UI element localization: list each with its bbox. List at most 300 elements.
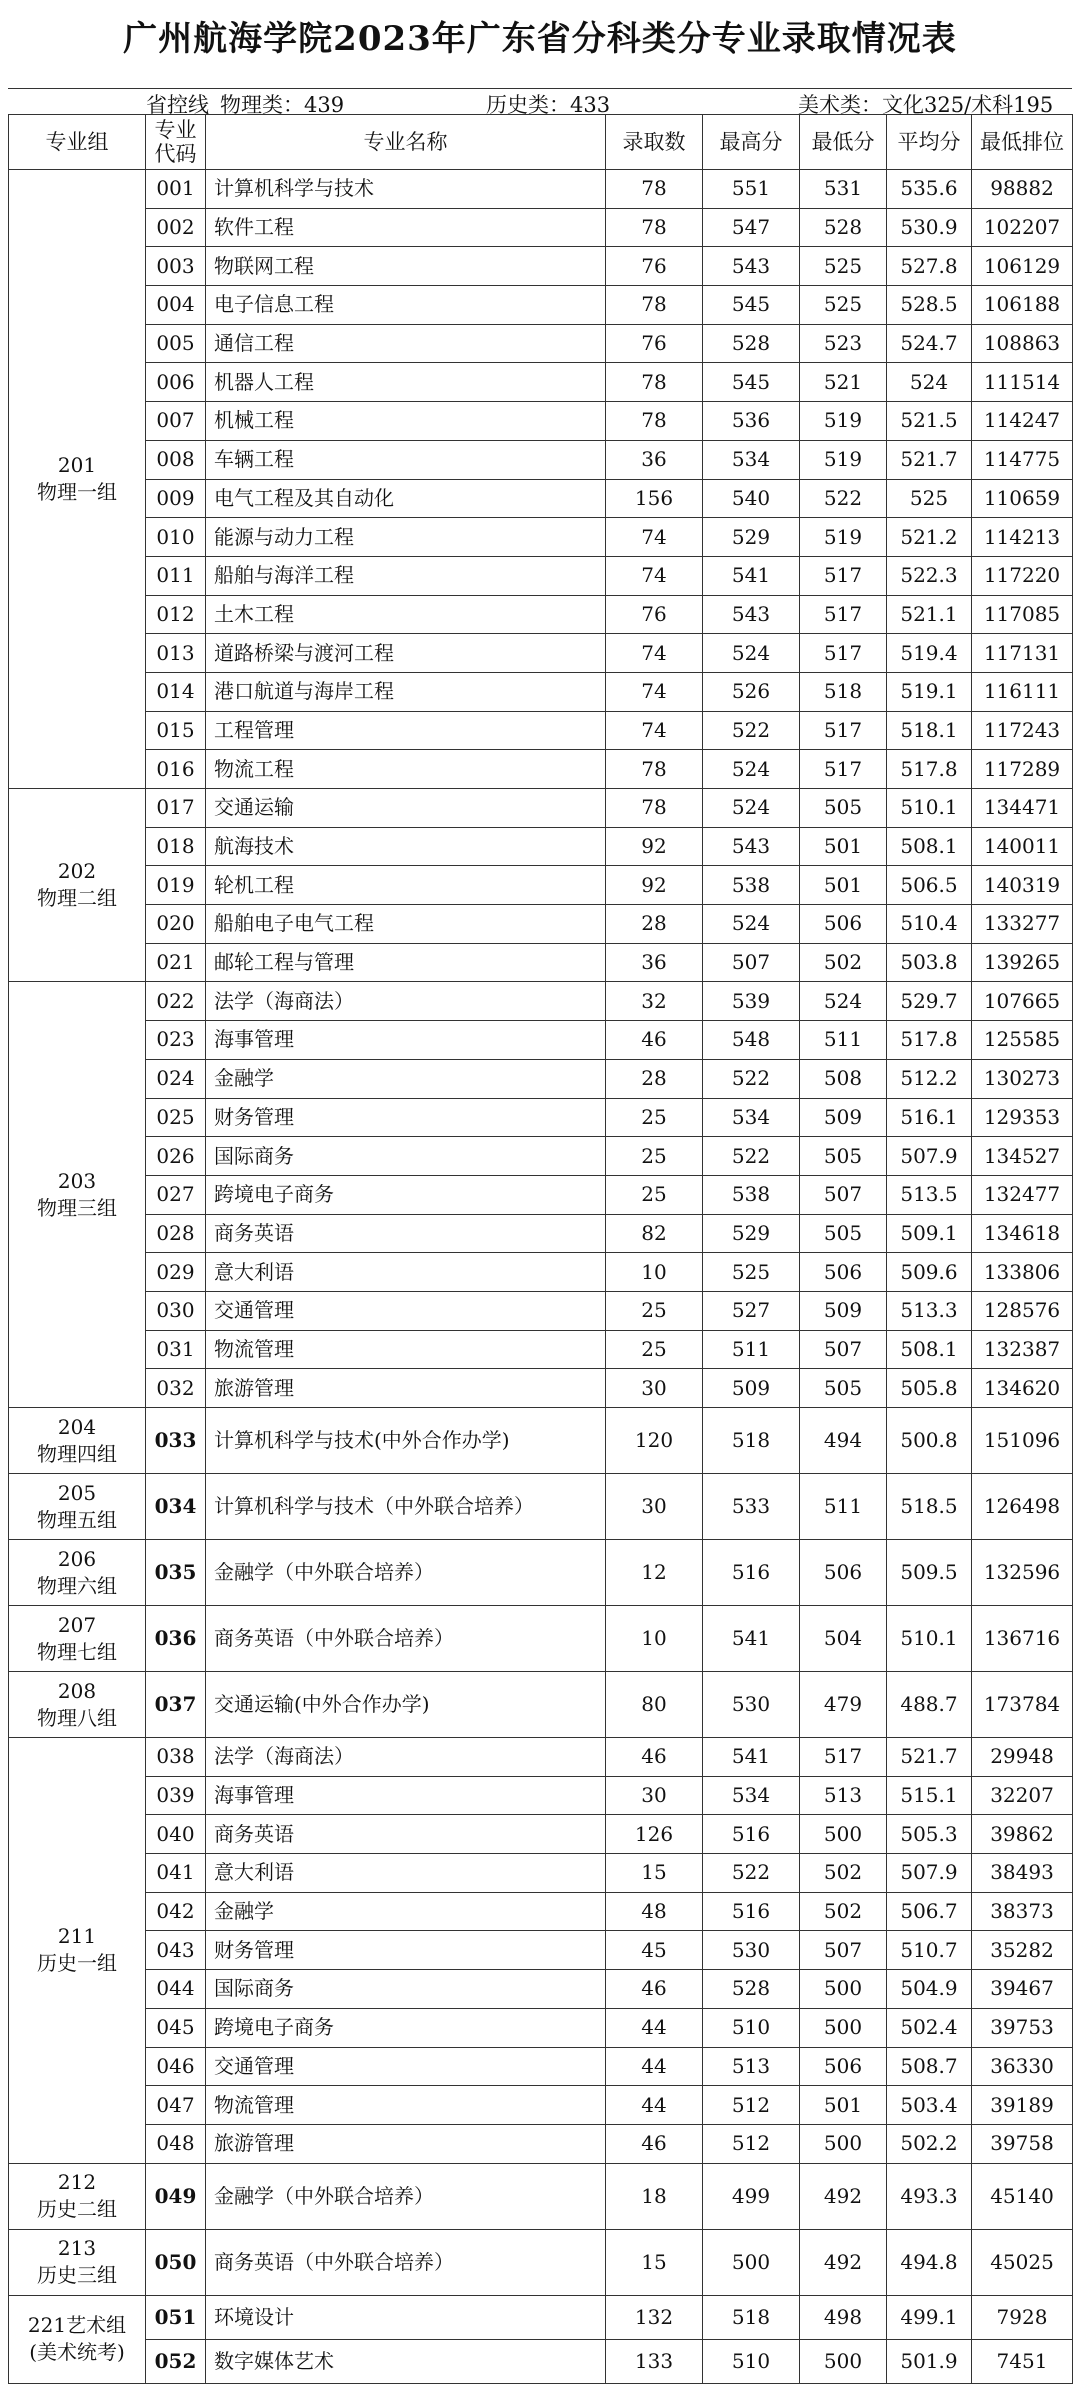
major-name: 国际商务 <box>206 1137 606 1176</box>
admitted-count: 30 <box>606 1369 703 1408</box>
max-score: 511 <box>703 1330 800 1369</box>
table-row <box>9 1253 1073 1292</box>
admitted-count: 15 <box>606 1854 703 1893</box>
min-rank: 134471 <box>972 789 1073 828</box>
table-row <box>9 556 1073 595</box>
min-score: 502 <box>800 1854 887 1893</box>
min-score: 525 <box>800 286 887 325</box>
admitted-count: 78 <box>606 286 703 325</box>
table-row <box>9 247 1073 286</box>
group-cell: 203 物理三组 <box>9 982 146 1408</box>
avg-score: 494.8 <box>887 2229 972 2295</box>
avg-score: 506.7 <box>887 1892 972 1931</box>
min-score: 517 <box>800 556 887 595</box>
table-row <box>9 943 1073 982</box>
min-rank: 35282 <box>972 1931 1073 1970</box>
avg-score: 508.1 <box>887 1330 972 1369</box>
major-code: 041 <box>146 1854 206 1893</box>
avg-score: 512.2 <box>887 1059 972 1098</box>
min-score: 501 <box>800 2086 887 2125</box>
table-row <box>9 286 1073 325</box>
admitted-count: 25 <box>606 1098 703 1137</box>
major-name: 土木工程 <box>206 595 606 634</box>
min-score: 505 <box>800 1214 887 1253</box>
major-code: 026 <box>146 1137 206 1176</box>
group-cell: 221艺术组 (美术统考) <box>9 2295 146 2383</box>
max-score: 507 <box>703 943 800 982</box>
admitted-count: 156 <box>606 479 703 518</box>
avg-score: 505.8 <box>887 1369 972 1408</box>
admitted-count: 44 <box>606 2086 703 2125</box>
max-score: 541 <box>703 1606 800 1672</box>
table-row <box>9 440 1073 479</box>
major-code: 014 <box>146 672 206 711</box>
admitted-count: 92 <box>606 866 703 905</box>
admitted-count: 30 <box>606 1776 703 1815</box>
min-rank: 133277 <box>972 905 1073 944</box>
admitted-count: 28 <box>606 905 703 944</box>
admitted-count: 133 <box>606 2339 703 2383</box>
admitted-count: 74 <box>606 672 703 711</box>
min-rank: 107665 <box>972 982 1073 1021</box>
min-rank: 39862 <box>972 1815 1073 1854</box>
admitted-count: 78 <box>606 402 703 441</box>
major-name: 道路桥梁与渡河工程 <box>206 634 606 673</box>
max-score: 547 <box>703 208 800 247</box>
major-code: 009 <box>146 479 206 518</box>
min-score: 509 <box>800 1291 887 1330</box>
min-score: 506 <box>800 2047 887 2086</box>
major-name: 港口航道与海岸工程 <box>206 672 606 711</box>
min-score: 500 <box>800 2008 887 2047</box>
score-line-history: 历史类：433 <box>486 93 611 117</box>
min-score: 500 <box>800 2124 887 2163</box>
max-score: 541 <box>703 556 800 595</box>
max-score: 548 <box>703 1021 800 1060</box>
major-code: 045 <box>146 2008 206 2047</box>
major-name: 交通管理 <box>206 2047 606 2086</box>
major-code: 002 <box>146 208 206 247</box>
max-score: 539 <box>703 982 800 1021</box>
admitted-count: 25 <box>606 1175 703 1214</box>
admitted-count: 25 <box>606 1137 703 1176</box>
major-name: 数字媒体艺术 <box>206 2339 606 2383</box>
table-row <box>9 711 1073 750</box>
avg-score: 515.1 <box>887 1776 972 1815</box>
major-name: 环境设计 <box>206 2295 606 2339</box>
min-score: 505 <box>800 1137 887 1176</box>
max-score: 516 <box>703 1815 800 1854</box>
min-score: 523 <box>800 324 887 363</box>
min-score: 502 <box>800 1892 887 1931</box>
max-score: 516 <box>703 1540 800 1606</box>
admitted-count: 132 <box>606 2295 703 2339</box>
major-code: 021 <box>146 943 206 982</box>
max-score: 540 <box>703 479 800 518</box>
min-rank: 106188 <box>972 286 1073 325</box>
min-rank: 128576 <box>972 1291 1073 1330</box>
admitted-count: 46 <box>606 1021 703 1060</box>
max-score: 510 <box>703 2339 800 2383</box>
max-score: 551 <box>703 170 800 209</box>
table-row <box>9 2086 1073 2125</box>
major-name: 物流管理 <box>206 1330 606 1369</box>
header-group: 专业组 <box>9 115 146 170</box>
admitted-count: 46 <box>606 2124 703 2163</box>
min-score: 517 <box>800 1738 887 1777</box>
max-score: 545 <box>703 363 800 402</box>
table-row <box>9 479 1073 518</box>
header-rank: 最低排位 <box>972 115 1073 170</box>
major-name: 通信工程 <box>206 324 606 363</box>
major-code: 028 <box>146 1214 206 1253</box>
min-rank: 117243 <box>972 711 1073 750</box>
major-code: 027 <box>146 1175 206 1214</box>
min-rank: 117220 <box>972 556 1073 595</box>
major-name: 商务英语（中外联合培养） <box>206 1606 606 1672</box>
min-rank: 140011 <box>972 827 1073 866</box>
admitted-count: 78 <box>606 750 703 789</box>
max-score: 524 <box>703 634 800 673</box>
min-rank: 39758 <box>972 2124 1073 2163</box>
avg-score: 502.2 <box>887 2124 972 2163</box>
min-score: 492 <box>800 2229 887 2295</box>
min-rank: 151096 <box>972 1408 1073 1474</box>
table-row <box>9 1738 1073 1777</box>
table-row <box>9 2008 1073 2047</box>
major-name: 海事管理 <box>206 1776 606 1815</box>
admitted-count: 32 <box>606 982 703 1021</box>
header-code: 专业 代码 <box>146 115 206 170</box>
admitted-count: 36 <box>606 440 703 479</box>
max-score: 522 <box>703 711 800 750</box>
min-rank: 45140 <box>972 2163 1073 2229</box>
major-code: 018 <box>146 827 206 866</box>
major-name: 物流管理 <box>206 2086 606 2125</box>
major-name: 商务英语 <box>206 1214 606 1253</box>
min-rank: 132477 <box>972 1175 1073 1214</box>
major-name: 意大利语 <box>206 1253 606 1292</box>
header-admitted: 录取数 <box>606 115 703 170</box>
major-code: 022 <box>146 982 206 1021</box>
avg-score: 507.9 <box>887 1854 972 1893</box>
min-rank: 111514 <box>972 363 1073 402</box>
table-row <box>9 2229 1073 2295</box>
min-score: 505 <box>800 1369 887 1408</box>
major-name: 法学（海商法） <box>206 1738 606 1777</box>
table-row <box>9 1137 1073 1176</box>
min-score: 494 <box>800 1408 887 1474</box>
major-name: 金融学（中外联合培养） <box>206 1540 606 1606</box>
table-row <box>9 905 1073 944</box>
avg-score: 508.7 <box>887 2047 972 2086</box>
major-name: 电气工程及其自动化 <box>206 479 606 518</box>
min-rank: 108863 <box>972 324 1073 363</box>
group-cell: 212 历史二组 <box>9 2163 146 2229</box>
avg-score: 521.7 <box>887 1738 972 1777</box>
table-row <box>9 2124 1073 2163</box>
min-score: 517 <box>800 711 887 750</box>
max-score: 525 <box>703 1253 800 1292</box>
table-row <box>9 208 1073 247</box>
major-code: 003 <box>146 247 206 286</box>
score-line-row <box>8 88 1072 115</box>
major-code: 006 <box>146 363 206 402</box>
major-name: 金融学（中外联合培养） <box>206 2163 606 2229</box>
admitted-count: 78 <box>606 363 703 402</box>
major-code: 038 <box>146 1738 206 1777</box>
group-cell: 207 物理七组 <box>9 1606 146 1672</box>
major-name: 邮轮工程与管理 <box>206 943 606 982</box>
table-row <box>9 1815 1073 1854</box>
admitted-count: 44 <box>606 2008 703 2047</box>
major-name: 交通运输(中外合作办学) <box>206 1672 606 1738</box>
admitted-count: 76 <box>606 324 703 363</box>
table-row <box>9 402 1073 441</box>
min-rank: 134618 <box>972 1214 1073 1253</box>
max-score: 536 <box>703 402 800 441</box>
major-code: 007 <box>146 402 206 441</box>
min-rank: 117131 <box>972 634 1073 673</box>
avg-score: 488.7 <box>887 1672 972 1738</box>
min-score: 519 <box>800 518 887 557</box>
major-code: 052 <box>146 2339 206 2383</box>
min-score: 528 <box>800 208 887 247</box>
min-rank: 125585 <box>972 1021 1073 1060</box>
major-code: 023 <box>146 1021 206 1060</box>
min-rank: 39189 <box>972 2086 1073 2125</box>
min-score: 502 <box>800 943 887 982</box>
major-code: 039 <box>146 1776 206 1815</box>
min-score: 500 <box>800 1970 887 2009</box>
table-row <box>9 2339 1073 2383</box>
major-code: 049 <box>146 2163 206 2229</box>
major-name: 轮机工程 <box>206 866 606 905</box>
major-name: 交通管理 <box>206 1291 606 1330</box>
major-name: 法学（海商法） <box>206 982 606 1021</box>
min-rank: 132596 <box>972 1540 1073 1606</box>
group-cell: 202 物理二组 <box>9 789 146 982</box>
min-rank: 140319 <box>972 866 1073 905</box>
max-score: 510 <box>703 2008 800 2047</box>
min-score: 517 <box>800 634 887 673</box>
admitted-count: 25 <box>606 1330 703 1369</box>
admitted-count: 78 <box>606 789 703 828</box>
min-score: 506 <box>800 1540 887 1606</box>
table-header-row <box>9 115 1073 170</box>
avg-score: 506.5 <box>887 866 972 905</box>
min-rank: 102207 <box>972 208 1073 247</box>
min-score: 500 <box>800 1815 887 1854</box>
major-code: 035 <box>146 1540 206 1606</box>
min-rank: 126498 <box>972 1474 1073 1540</box>
max-score: 534 <box>703 1776 800 1815</box>
table-row <box>9 1540 1073 1606</box>
group-cell: 204 物理四组 <box>9 1408 146 1474</box>
table-row <box>9 672 1073 711</box>
table-row <box>9 866 1073 905</box>
score-line-art: 美术类：文化325/术科195 <box>798 93 1054 117</box>
avg-score: 524 <box>887 363 972 402</box>
min-score: 508 <box>800 1059 887 1098</box>
min-rank: 117289 <box>972 750 1073 789</box>
max-score: 534 <box>703 1098 800 1137</box>
major-name: 计算机科学与技术（中外联合培养） <box>206 1474 606 1540</box>
major-code: 047 <box>146 2086 206 2125</box>
max-score: 516 <box>703 1892 800 1931</box>
major-code: 012 <box>146 595 206 634</box>
max-score: 522 <box>703 1137 800 1176</box>
avg-score: 530.9 <box>887 208 972 247</box>
major-code: 011 <box>146 556 206 595</box>
admitted-count: 74 <box>606 711 703 750</box>
min-score: 511 <box>800 1021 887 1060</box>
avg-score: 509.1 <box>887 1214 972 1253</box>
major-code: 030 <box>146 1291 206 1330</box>
major-name: 交通运输 <box>206 789 606 828</box>
min-rank: 139265 <box>972 943 1073 982</box>
min-score: 498 <box>800 2295 887 2339</box>
table-row <box>9 595 1073 634</box>
admitted-count: 74 <box>606 518 703 557</box>
min-rank: 114247 <box>972 402 1073 441</box>
min-rank: 29948 <box>972 1738 1073 1777</box>
admitted-count: 46 <box>606 1738 703 1777</box>
avg-score: 518.5 <box>887 1474 972 1540</box>
header-max: 最高分 <box>703 115 800 170</box>
min-rank: 114775 <box>972 440 1073 479</box>
max-score: 522 <box>703 1059 800 1098</box>
min-score: 501 <box>800 866 887 905</box>
min-score: 519 <box>800 402 887 441</box>
min-rank: 98882 <box>972 170 1073 209</box>
admitted-count: 45 <box>606 1931 703 1970</box>
avg-score: 521.7 <box>887 440 972 479</box>
min-rank: 39753 <box>972 2008 1073 2047</box>
avg-score: 510.4 <box>887 905 972 944</box>
table-row <box>9 1330 1073 1369</box>
avg-score: 505.3 <box>887 1815 972 1854</box>
min-rank: 7451 <box>972 2339 1073 2383</box>
major-name: 船舶电子电气工程 <box>206 905 606 944</box>
max-score: 533 <box>703 1474 800 1540</box>
table-row <box>9 363 1073 402</box>
min-rank: 173784 <box>972 1672 1073 1738</box>
min-score: 518 <box>800 672 887 711</box>
admitted-count: 78 <box>606 208 703 247</box>
min-rank: 32207 <box>972 1776 1073 1815</box>
table-row <box>9 634 1073 673</box>
major-name: 能源与动力工程 <box>206 518 606 557</box>
table-row <box>9 1931 1073 1970</box>
major-code: 029 <box>146 1253 206 1292</box>
table-row <box>9 1606 1073 1672</box>
avg-score: 501.9 <box>887 2339 972 2383</box>
table-row <box>9 1214 1073 1253</box>
min-score: 519 <box>800 440 887 479</box>
avg-score: 517.8 <box>887 1021 972 1060</box>
admitted-count: 28 <box>606 1059 703 1098</box>
max-score: 534 <box>703 440 800 479</box>
group-cell: 211 历史一组 <box>9 1738 146 2164</box>
admitted-count: 82 <box>606 1214 703 1253</box>
major-code: 015 <box>146 711 206 750</box>
major-code: 008 <box>146 440 206 479</box>
major-name: 物联网工程 <box>206 247 606 286</box>
table-row <box>9 789 1073 828</box>
max-score: 509 <box>703 1369 800 1408</box>
avg-score: 503.8 <box>887 943 972 982</box>
major-code: 051 <box>146 2295 206 2339</box>
max-score: 529 <box>703 1214 800 1253</box>
min-score: 511 <box>800 1474 887 1540</box>
avg-score: 499.1 <box>887 2295 972 2339</box>
major-code: 001 <box>146 170 206 209</box>
avg-score: 535.6 <box>887 170 972 209</box>
table-row <box>9 1854 1073 1893</box>
major-name: 旅游管理 <box>206 2124 606 2163</box>
group-cell: 205 物理五组 <box>9 1474 146 1540</box>
major-code: 036 <box>146 1606 206 1672</box>
major-name: 商务英语 <box>206 1815 606 1854</box>
max-score: 500 <box>703 2229 800 2295</box>
score-line-physics: 物理类：439 <box>220 93 345 117</box>
avg-score: 503.4 <box>887 2086 972 2125</box>
avg-score: 521.5 <box>887 402 972 441</box>
min-score: 509 <box>800 1098 887 1137</box>
admitted-count: 78 <box>606 170 703 209</box>
admitted-count: 74 <box>606 556 703 595</box>
table-row <box>9 982 1073 1021</box>
avg-score: 502.4 <box>887 2008 972 2047</box>
min-rank: 38373 <box>972 1892 1073 1931</box>
min-score: 507 <box>800 1330 887 1369</box>
major-name: 财务管理 <box>206 1098 606 1137</box>
min-rank: 117085 <box>972 595 1073 634</box>
major-name: 船舶与海洋工程 <box>206 556 606 595</box>
min-score: 524 <box>800 982 887 1021</box>
avg-score: 510.1 <box>887 1606 972 1672</box>
avg-score: 528.5 <box>887 286 972 325</box>
avg-score: 517.8 <box>887 750 972 789</box>
max-score: 512 <box>703 2124 800 2163</box>
major-code: 024 <box>146 1059 206 1098</box>
table-row <box>9 1369 1073 1408</box>
min-rank: 114213 <box>972 518 1073 557</box>
major-name: 工程管理 <box>206 711 606 750</box>
table-row <box>9 1776 1073 1815</box>
major-name: 金融学 <box>206 1892 606 1931</box>
major-code: 032 <box>146 1369 206 1408</box>
admitted-count: 44 <box>606 2047 703 2086</box>
admitted-count: 76 <box>606 247 703 286</box>
major-code: 017 <box>146 789 206 828</box>
major-code: 033 <box>146 1408 206 1474</box>
max-score: 543 <box>703 247 800 286</box>
avg-score: 510.1 <box>887 789 972 828</box>
avg-score: 513.5 <box>887 1175 972 1214</box>
major-name: 计算机科学与技术(中外合作办学) <box>206 1408 606 1474</box>
major-name: 商务英语（中外联合培养） <box>206 2229 606 2295</box>
table-row <box>9 1672 1073 1738</box>
table-row <box>9 1474 1073 1540</box>
min-rank: 45025 <box>972 2229 1073 2295</box>
avg-score: 513.3 <box>887 1291 972 1330</box>
major-name: 金融学 <box>206 1059 606 1098</box>
table-row <box>9 1970 1073 2009</box>
avg-score: 510.7 <box>887 1931 972 1970</box>
table-row <box>9 750 1073 789</box>
